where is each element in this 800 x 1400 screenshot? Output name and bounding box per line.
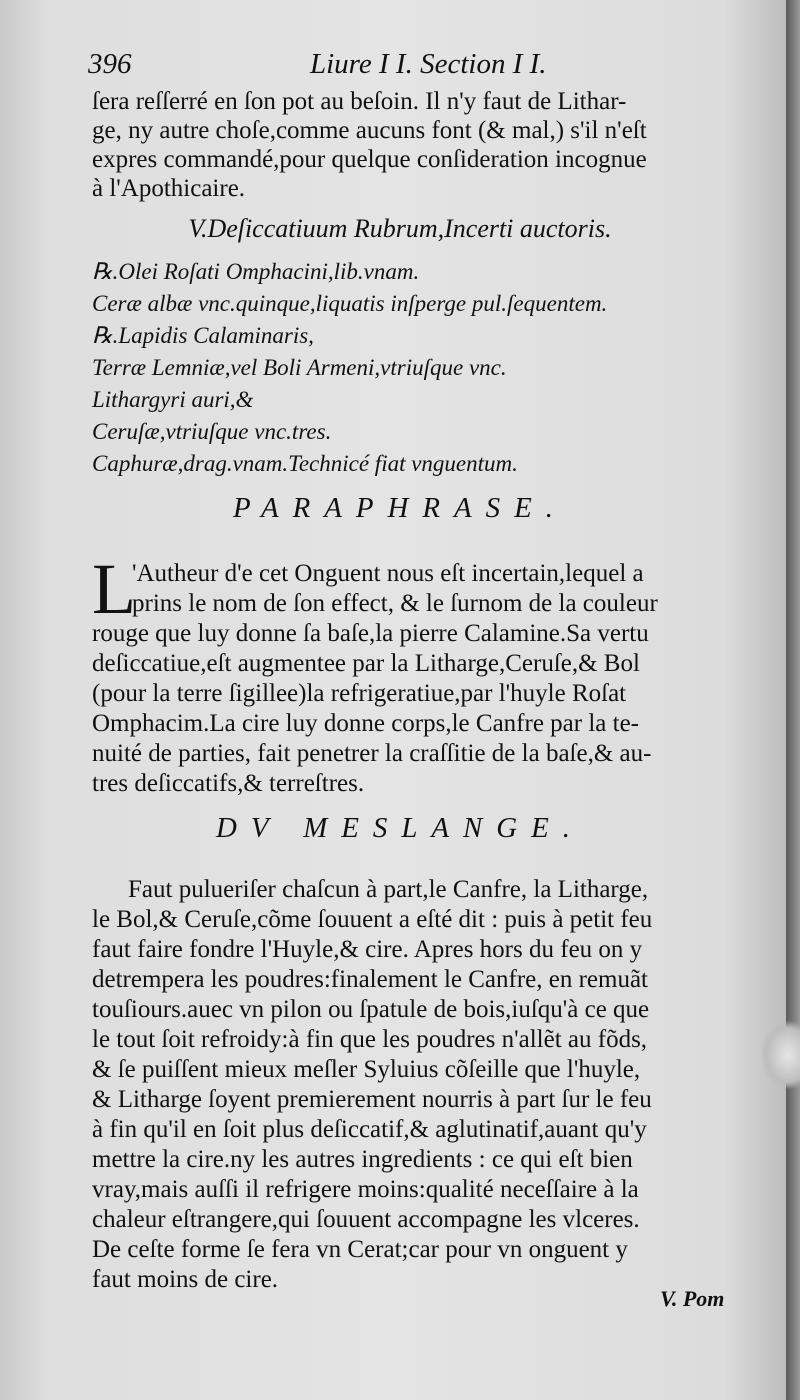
running-title: Liure I I. Section I I. — [310, 48, 547, 80]
recipe-line: Caphuræ,drag.vnam.Technicé fiat vnguentum. — [92, 451, 518, 476]
text-line: faut moins de cire. — [92, 1266, 279, 1293]
paraphrase-heading: PARAPHRASE. — [233, 492, 567, 524]
recipe-line: Lithargyri auri,& — [92, 387, 254, 412]
text-line: & Litharge ſoyent premierement nourris à part ſur le feu — [92, 1086, 652, 1113]
page-curl — [760, 1020, 800, 1090]
recipe-title: V.Deſiccatiuum Rubrum,Incerti auctoris. — [188, 214, 612, 243]
text-line: chaleur eſtrangere,qui ſouuent accompagne les vlceres. — [92, 1206, 640, 1233]
text-line: ge, ny autre choſe,comme aucuns font (& mal,) s'il n'eſt — [92, 117, 647, 144]
text-line: De ceſte forme ſe fera vn Cerat;car pour vn onguent y — [92, 1236, 628, 1263]
recipe-line: ℞.Lapidis Calaminaris, — [92, 323, 314, 348]
text-line: expres commandé,pour quelque conſideration incognue — [92, 146, 647, 173]
recipe-line: Ceruſæ,vtriuſque vnc.tres. — [92, 419, 332, 444]
text-line: deſiccatiue,eſt augmentee par la Litharge,Ceruſe,& Bol — [92, 650, 640, 677]
running-head — [88, 48, 728, 88]
text-line: tres deſiccatifs,& terreſtres. — [92, 770, 365, 797]
text-line: mettre la cire.ny les autres ingredients : ce qui eſt bien — [92, 1146, 633, 1173]
text-line: 'Autheur d'e cet Onguent nous eſt incertain,lequel a — [132, 560, 644, 587]
text-line: nuité de parties, fait penetrer la craſſitie de la baſe,& au- — [92, 740, 652, 767]
recipe-line: ℞.Olei Roſati Omphacini,lib.vnam. — [92, 259, 420, 284]
text-line: faut faire fondre l'Huyle,& cire. Apres hors du feu on y — [92, 936, 643, 963]
text-line: (pour la terre ſigillee)la refrigeratiue,par l'huyle Roſat — [92, 680, 627, 707]
text-line: & ſe puiſſent mieux meſler Syluius cõſeille que l'huyle, — [92, 1056, 641, 1083]
text-line: à l'Apothicaire. — [92, 175, 246, 202]
drop-cap: L — [92, 549, 136, 629]
page-number: 396 — [88, 48, 132, 80]
text-line: le tout ſoit refroidy:à fin que les poudres n'allẽt au fõds, — [92, 1026, 648, 1053]
text-line: rouge que luy donne ſa baſe,la pierre Calamine.Sa vertu — [92, 620, 649, 647]
text-line: Omphacim.La cire luy donne corps,le Canfre par la te- — [92, 710, 639, 737]
text-line: detrempera les poudres:finalement le Canfre, en remuãt — [92, 966, 649, 993]
text-line: à fin qu'il en ſoit plus deſiccatif,& aglutinatif,auant qu'y — [92, 1116, 647, 1143]
recipe-line: Terræ Lemniæ,vel Boli Armeni,vtriuſque vnc. — [92, 355, 507, 380]
text-line: Faut pulueriſer chaſcun à part,le Canfre, la Litharge, — [128, 876, 649, 903]
page-edge — [786, 0, 800, 1400]
text-line: vray,mais auſſi il refrigere moins:qualité neceſſaire à la — [92, 1176, 639, 1203]
catchword: V. Pom — [660, 1286, 725, 1311]
meslange-heading: DV MESLANGE. — [216, 812, 584, 844]
text-line: ſera reſſerré en ſon pot au beſoin. Il n'y faut de Lithar- — [92, 88, 627, 115]
text-line: prins le nom de ſon effect, & le ſurnom de la couleur — [132, 590, 658, 617]
text-line: le Bol,& Ceruſe,cõme ſouuent a eſté dit : puis à petit feu — [92, 906, 653, 933]
text-line: touſiours.auec vn pilon ou ſpatule de bois,iuſqu'à ce que — [92, 996, 650, 1023]
recipe-line: Ceræ albæ vnc.quinque,liquatis inſperge pul.ſequentem. — [92, 291, 608, 316]
